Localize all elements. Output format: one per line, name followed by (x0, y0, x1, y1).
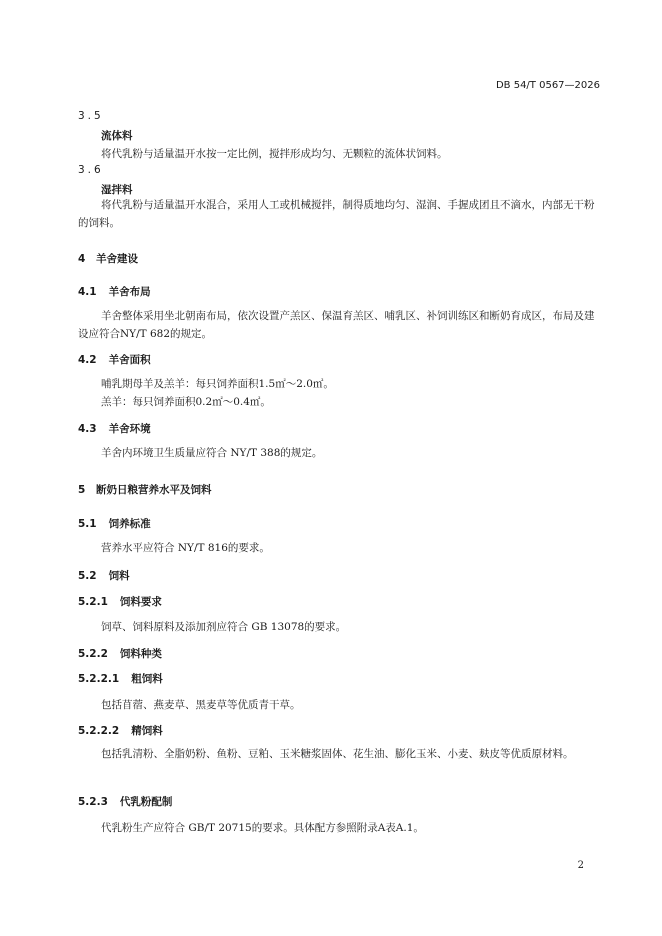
subsection-number: 5.2.1 (78, 596, 108, 608)
subsection-heading-5-2-2-1 (78, 671, 163, 686)
term-title-3-5: 流体料 (101, 130, 133, 142)
subsection-heading-5-2-3 (78, 794, 172, 809)
subsection-title: 代乳粉配制 (119, 796, 173, 808)
subsection-heading-4-2 (78, 352, 151, 367)
paragraph-4-2-line-2: 羔羊：每只饲养面积0.2㎡～0.4㎡。 (101, 396, 271, 408)
paragraph-4-3: 羊舍内环境卫生质量应符合 NY/T 388的规定。 (101, 447, 323, 459)
term-number-3-5: 3.5 (78, 110, 104, 122)
subsection-heading-5-1 (78, 516, 151, 531)
subsection-title: 羊舍环境 (108, 423, 151, 435)
subsection-title: 饲料 (108, 570, 130, 582)
section-title: 羊舍建设 (96, 253, 138, 265)
term-definition-3-6: 将代乳粉与适量温开水混合，采用人工或机械搅拌，制得质地均匀、湿润、手握成团且不滴水，内部无干粉的饲料。 (78, 199, 595, 229)
subsection-title: 饲料种类 (119, 648, 162, 660)
subsection-number: 4.3 (78, 423, 97, 435)
paragraph-5-2-2-2: 包括乳清粉、全脂奶粉、鱼粉、豆粕、玉米糖浆固体、花生油、膨化玉米、小麦、麸皮等优质原材料。 (101, 748, 574, 760)
subsection-number: 5.2.2.1 (78, 673, 120, 685)
paragraph-5-1: 营养水平应符合 NY/T 816的要求。 (101, 542, 270, 554)
subsection-title: 羊舍布局 (108, 286, 151, 298)
subsection-title: 羊舍面积 (108, 354, 151, 366)
section-heading-4 (78, 251, 138, 266)
paragraph-5-2-2-1: 包括苜蓿、燕麦草、黑麦草等优质青干草。 (101, 699, 301, 711)
subsection-number: 5.2.2.2 (78, 725, 120, 737)
subsection-number: 5.2.3 (78, 796, 108, 808)
section-heading-5 (78, 482, 212, 497)
subsection-heading-5-2-2-2 (78, 723, 163, 738)
section-title: 断奶日粮营养水平及饲料 (96, 484, 212, 496)
subsection-number: 5.1 (78, 518, 97, 530)
subsection-title: 饲养标准 (108, 518, 151, 530)
section-number: 4 (78, 253, 86, 265)
subsection-number: 4.1 (78, 286, 97, 298)
term-number-3-6: 3.6 (78, 164, 104, 176)
subsection-heading-4-3 (78, 421, 151, 436)
section-number: 5 (78, 484, 86, 496)
paragraph-5-2-3: 代乳粉生产应符合 GB/T 20715的要求。具体配方参照附录A表A.1。 (101, 822, 424, 834)
document-code: DB 54/T 0567—2026 (495, 80, 600, 91)
subsection-heading-4-1 (78, 284, 151, 299)
subsection-title: 粗饲料 (131, 673, 163, 685)
subsection-number: 4.2 (78, 354, 97, 366)
subsection-heading-5-2-2 (78, 646, 162, 661)
subsection-number: 5.2 (78, 570, 97, 582)
page-number: 2 (577, 860, 584, 871)
term-title-3-6: 湿拌料 (101, 184, 133, 196)
paragraph-5-2-1: 饲草、饲料原料及添加剂应符合 GB 13078的要求。 (101, 621, 347, 633)
paragraph-4-1: 羊舍整体采用坐北朝南布局，依次设置产羔区、保温育羔区、哺乳区、补饲训练区和断奶育成区，布局及建设应符合NY/T 682的规定。 (78, 310, 595, 340)
subsection-title: 精饲料 (131, 725, 163, 737)
subsection-number: 5.2.2 (78, 648, 108, 660)
term-definition-3-5: 将代乳粉与适量温开水按一定比例，搅拌形成均匀、无颗粒的流体状饲料。 (101, 148, 448, 160)
subsection-heading-5-2-1 (78, 594, 162, 609)
paragraph-4-2-line-1: 哺乳期母羊及羔羊：每只饲养面积1.5㎡～2.0㎡。 (101, 378, 334, 390)
subsection-heading-5-2 (78, 568, 130, 583)
subsection-title: 饲料要求 (119, 596, 162, 608)
